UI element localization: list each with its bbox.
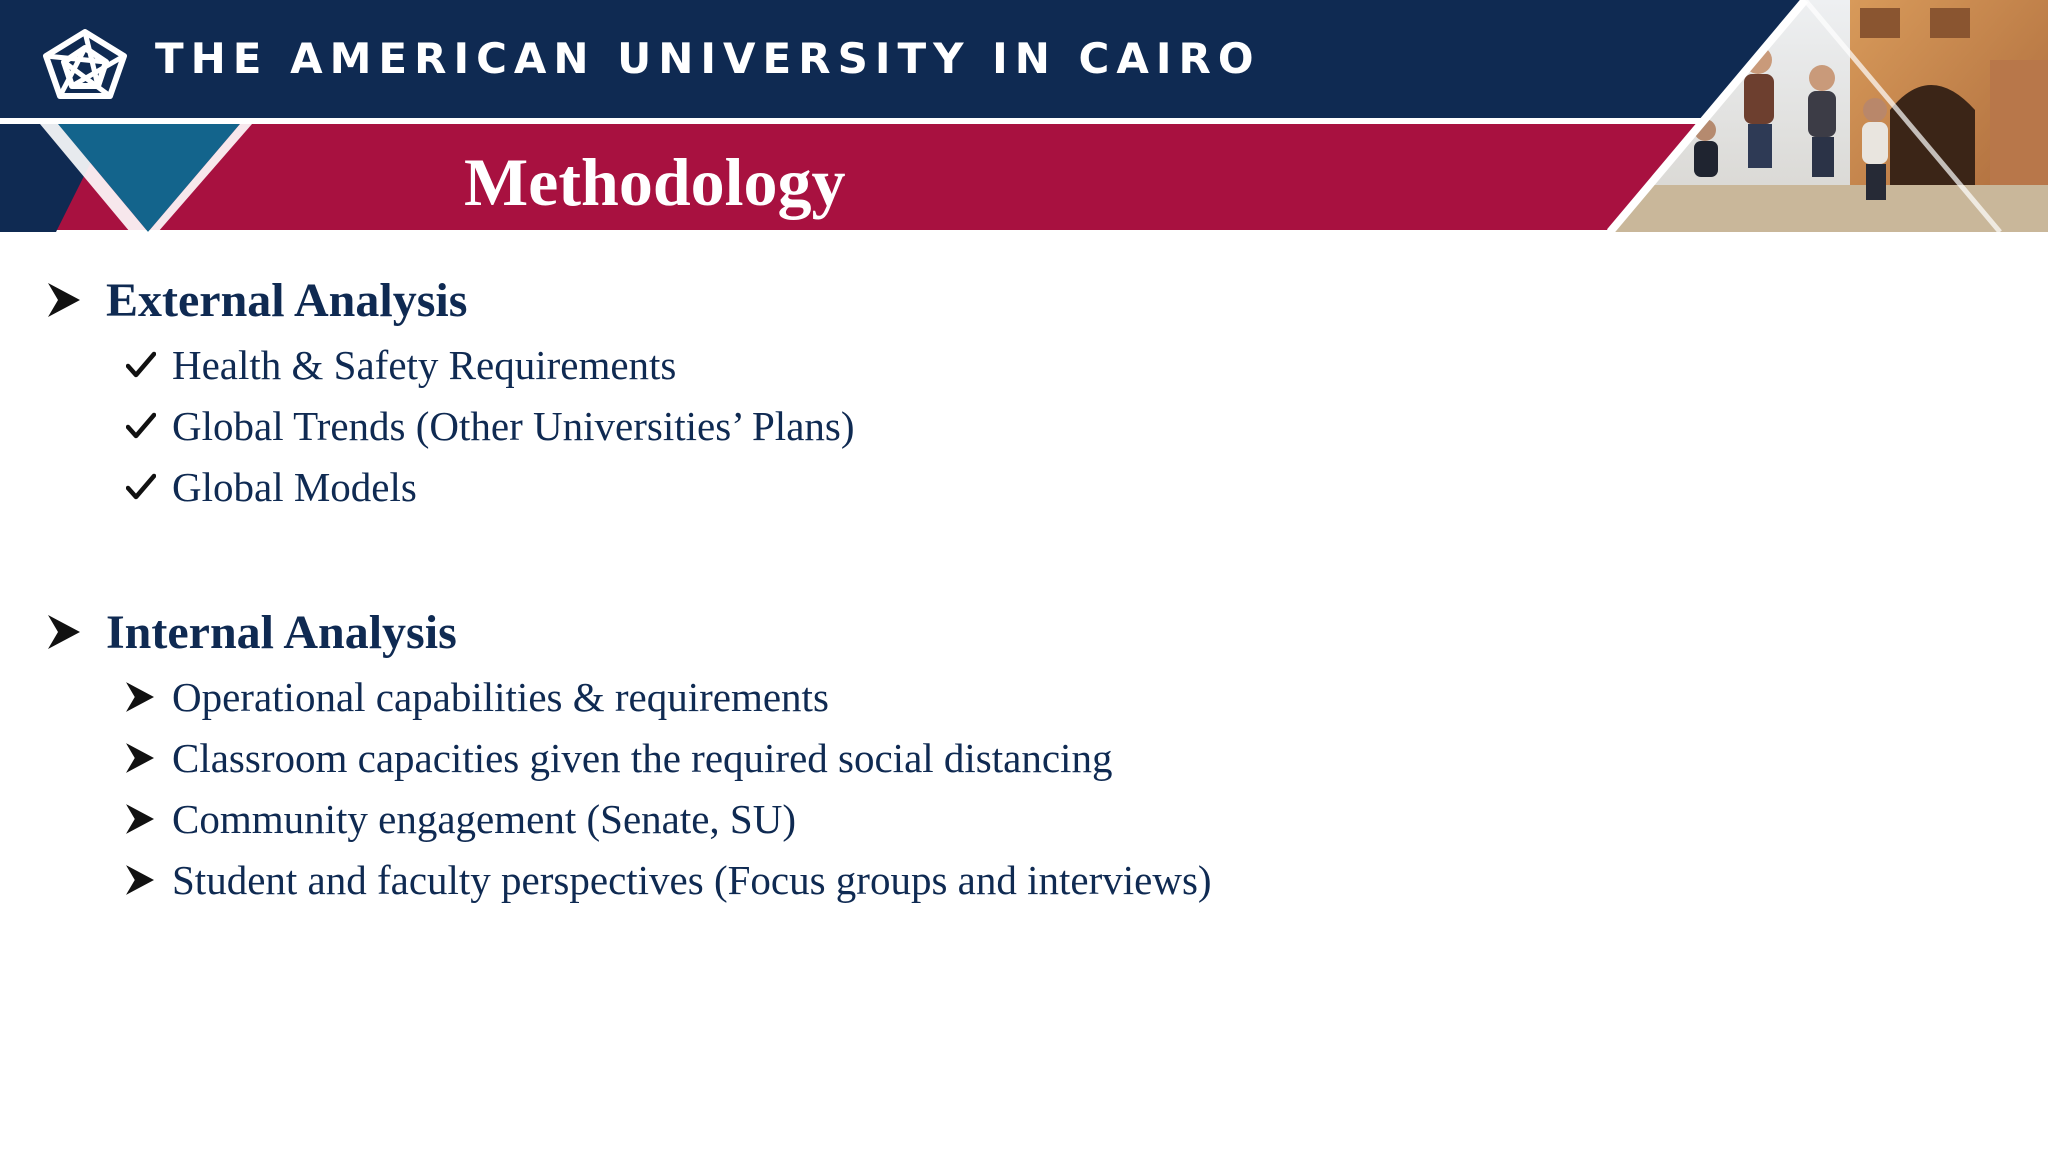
list-item-text: Operational capabilities & requirements bbox=[172, 673, 829, 720]
list-item bbox=[126, 727, 1212, 788]
checkmark-icon bbox=[126, 395, 172, 456]
checkmark-icon bbox=[126, 334, 172, 395]
arrowhead-bullet-icon bbox=[126, 849, 172, 910]
list-item bbox=[126, 849, 1212, 910]
section-heading bbox=[48, 270, 855, 330]
section-internal-analysis bbox=[48, 602, 1212, 910]
list-item bbox=[126, 666, 1212, 727]
campus-photo bbox=[1600, 0, 2048, 232]
list-item-text: Global Models bbox=[172, 463, 417, 510]
list-item bbox=[126, 456, 855, 517]
list-item-text: Student and faculty perspectives (Focus groups and interviews) bbox=[172, 856, 1212, 903]
list-item bbox=[126, 395, 855, 456]
sub-list bbox=[126, 334, 855, 517]
list-item-text: Community engagement (Senate, SU) bbox=[172, 795, 796, 842]
section-heading-text: External Analysis bbox=[106, 273, 468, 327]
arrowhead-bullet-icon bbox=[126, 727, 172, 788]
arrowhead-bullet-icon bbox=[48, 602, 106, 662]
list-item bbox=[126, 788, 1212, 849]
list-item-text: Classroom capacities given the required social distancing bbox=[172, 734, 1113, 781]
slide-title: Methodology bbox=[464, 144, 846, 220]
arrowhead-bullet-icon bbox=[126, 788, 172, 849]
list-item bbox=[126, 334, 855, 395]
arrowhead-bullet-icon bbox=[48, 270, 106, 330]
list-item-text: Health & Safety Requirements bbox=[172, 341, 677, 388]
checkmark-icon bbox=[126, 456, 172, 517]
arrowhead-bullet-icon bbox=[126, 666, 172, 727]
section-external-analysis bbox=[48, 270, 855, 517]
sub-list bbox=[126, 666, 1212, 910]
section-heading bbox=[48, 602, 1212, 662]
section-heading-text: Internal Analysis bbox=[106, 605, 457, 659]
university-name: THE AMERICAN UNIVERSITY IN CAIRO bbox=[155, 34, 1261, 83]
list-item-text: Global Trends (Other Universities’ Plans) bbox=[172, 402, 855, 449]
auc-star-logo-icon bbox=[36, 26, 134, 102]
